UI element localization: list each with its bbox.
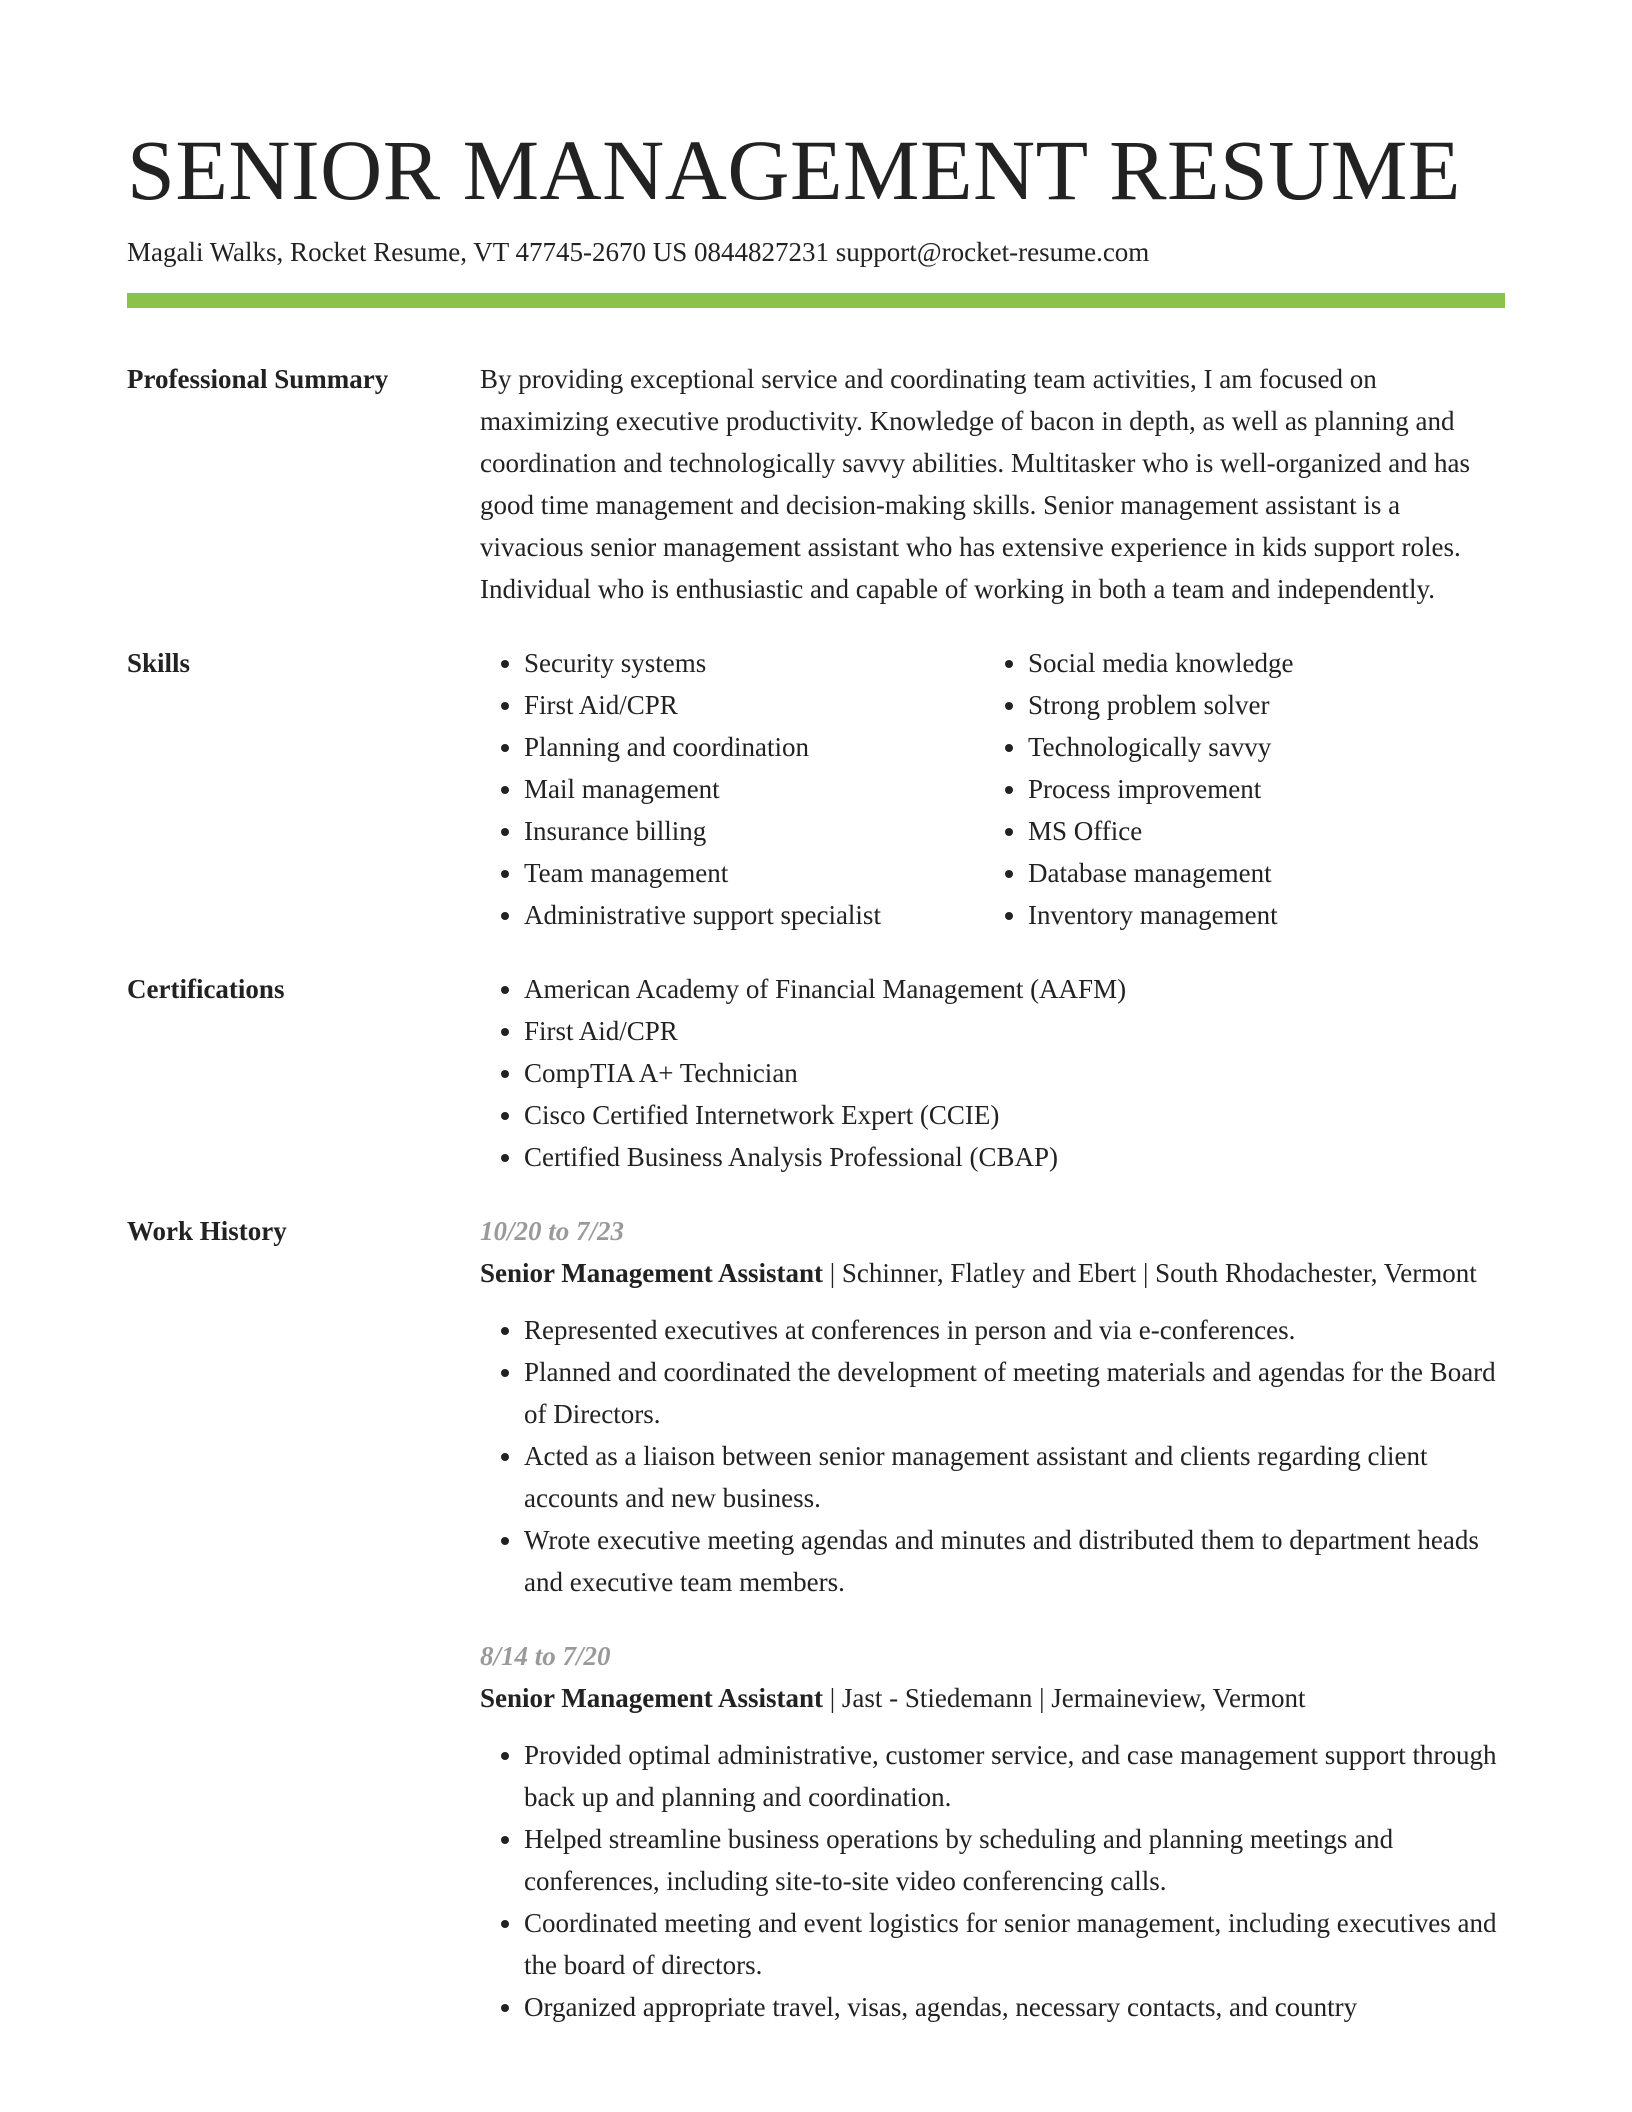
certifications-list [480,968,1505,1178]
section-body [480,642,1505,936]
section-body [480,968,1505,1178]
job-details: | Jast - Stiedemann | Jermaineview, Vermont [823,1683,1306,1713]
section-label: Professional Summary [127,364,389,394]
skill-item: • Administrative support specialist [524,894,984,936]
job-duty-item: • Planned and coordinated the development of meeting materials and agendas for the Board of Directors. [524,1351,1505,1435]
resume-title: SENIOR MANAGEMENT RESUME [127,122,1461,218]
section-work-history [127,1210,1505,2028]
section-body [480,358,1505,610]
skill-item: • Insurance billing [524,810,984,852]
job-heading [480,1252,1505,1294]
skill-item: • Inventory management [1028,894,1488,936]
job-dates: 10/20 to 7/23 [480,1216,625,1246]
section-certifications [127,968,1505,1178]
accent-divider [127,293,1505,308]
certification-item: • Certified Business Analysis Professional (CBAP) [524,1136,1505,1178]
job-duties-list [480,1734,1505,2028]
job-duty-item: • Acted as a liaison between senior management assistant and clients regarding client accounts and new business. [524,1435,1505,1519]
skills-columns [480,642,1505,936]
skill-item: • Technologically savvy [1028,726,1488,768]
job-entry [480,1210,1505,1603]
certification-item: • Cisco Certified Internetwork Expert (CCIE) [524,1094,1505,1136]
section-label: Work History [127,1216,287,1246]
job-duty-item: • Coordinated meeting and event logistics for senior management, including executives and the board of directors. [524,1902,1505,1986]
skill-item: • Social media knowledge [1028,642,1488,684]
job-details: | Schinner, Flatley and Ebert | South Rhodachester, Vermont [823,1258,1477,1288]
skills-list-left [480,642,984,936]
section-professional-summary [127,358,1505,610]
job-duty-item: • Helped streamline business operations by scheduling and planning meetings and conferences, including site-to-site video conferencing calls. [524,1818,1505,1902]
skill-item: • Planning and coordination [524,726,984,768]
job-title: Senior Management Assistant [480,1683,824,1713]
certification-item: • First Aid/CPR [524,1010,1505,1052]
skill-item: • First Aid/CPR [524,684,984,726]
skill-item: • Strong problem solver [1028,684,1488,726]
job-title: Senior Management Assistant [480,1258,824,1288]
section-skills [127,642,1505,936]
job-dates: 8/14 to 7/20 [480,1641,611,1671]
skills-list-right [984,642,1488,936]
job-duty-item: • Provided optimal administrative, customer service, and case management support through back up and planning and coordination. [524,1734,1505,1818]
job-duties-list [480,1309,1505,1603]
skill-item: • MS Office [1028,810,1488,852]
job-heading [480,1677,1505,1719]
section-label: Skills [127,648,191,678]
job-duty-item: • Wrote executive meeting agendas and minutes and distributed them to department heads and executive team members. [524,1519,1505,1603]
contact-line: Magali Walks, Rocket Resume, VT 47745-2670 US 0844827231 support@rocket-resume.com [127,237,1150,267]
certification-item: • CompTIA A+ Technician [524,1052,1505,1094]
skill-item: • Database management [1028,852,1488,894]
section-body [480,1210,1505,2028]
skill-item: • Team management [524,852,984,894]
skill-item: • Security systems [524,642,984,684]
job-duty-item: • Organized appropriate travel, visas, agendas, necessary contacts, and country [524,1986,1505,2028]
job-entry [480,1635,1505,2028]
certification-item: • American Academy of Financial Management (AAFM) [524,968,1505,1010]
skill-item: • Process improvement [1028,768,1488,810]
resume-page [127,118,1505,2028]
section-label: Certifications [127,974,285,1004]
job-duty-item: • Represented executives at conferences in person and via e-conferences. [524,1309,1505,1351]
skill-item: • Mail management [524,768,984,810]
summary-text: By providing exceptional service and coordinating team activities, I am focused on maximizing executive productivity. Knowledge of bacon in depth, as well as planning and coordination and technologically savvy abilities. Multitasker who is well-organized and has good time management and decision-making skills. Senior management assistant is a vivacious senior management assistant who has extensive experience in kids support roles. Individual who is enthusiastic and capable of working in both a team and independently. [480,364,1471,604]
